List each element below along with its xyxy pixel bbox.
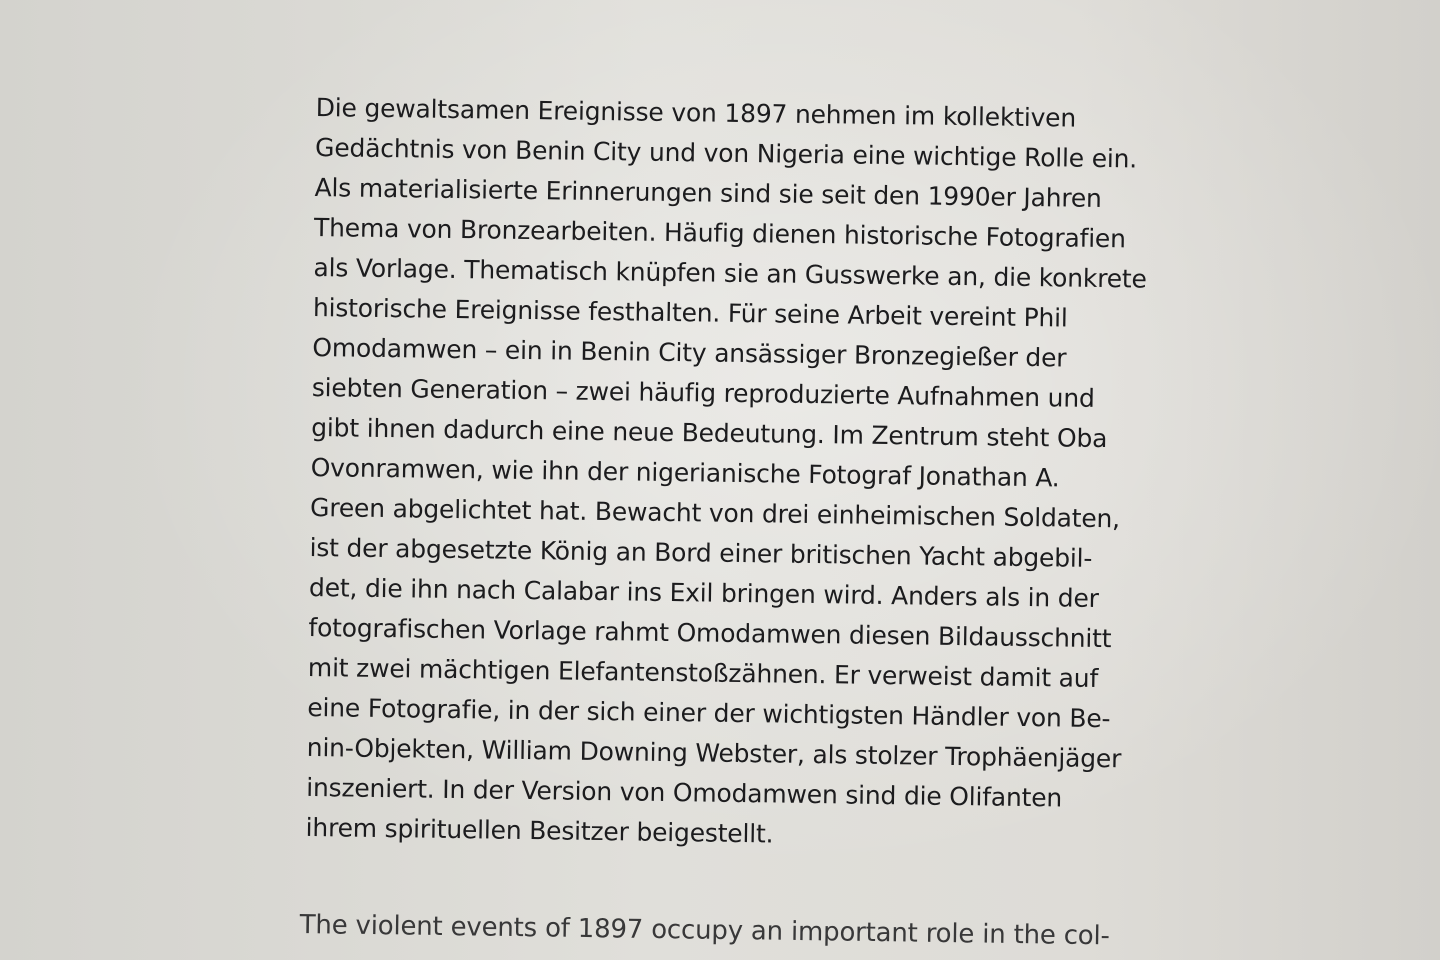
german-line: Omodamwen – ein in Benin City ansässiger Bronzegießer der — [312, 332, 1067, 373]
english-line: The violent events of 1897 occupy an important role in the col- — [299, 909, 1110, 952]
german-line: Thema von Bronzearbeiten. Häufig dienen historische Fotografien — [313, 212, 1126, 254]
german-line: historische Ereignisse festhalten. Für seine Arbeit vereint Phil — [312, 292, 1068, 333]
german-line: gibt ihnen dadurch eine neue Bedeutung. Im Zentrum steht Oba — [311, 412, 1108, 454]
german-line: ist der abgesetzte König an Bord einer britischen Yacht abgebil- — [309, 532, 1093, 573]
german-line: Die gewaltsamen Ereignisse von 1897 nehmen im kollektiven — [315, 92, 1077, 133]
english-wall-text — [299, 905, 1199, 958]
german-line: Ovonramwen, wie ihn der nigerianische Fotograf Jonathan A. — [310, 452, 1060, 493]
german-line: Gedächtnis von Benin City und von Nigeria eine wichtige Rolle ein. — [314, 132, 1138, 174]
german-line: Als materialisierte Erinnerungen sind sie seit den 1990er Jahren — [314, 172, 1102, 213]
german-line: eine Fotografie, in der sich einer der wichtigsten Händler von Be- — [307, 692, 1111, 734]
german-line: inszeniert. In der Version von Omodamwen sind die Olifanten — [306, 772, 1063, 813]
german-line: nin-Objekten, William Downing Webster, als stolzer Trophäenjäger — [306, 732, 1122, 774]
german-line: fotografischen Vorlage rahmt Omodamwen diesen Bildausschnitt — [308, 612, 1112, 654]
german-wall-text — [305, 88, 1196, 860]
german-line: als Vorlage. Thematisch knüpfen sie an Gusswerke an, die konkrete — [313, 252, 1147, 294]
german-line: mit zwei mächtigen Elefantenstoßzähnen. Er verweist damit auf — [307, 652, 1099, 693]
german-line: det, die ihn nach Calabar ins Exil bringen wird. Anders als in der — [308, 572, 1099, 613]
german-line: siebten Generation – zwei häufig reproduzierte Aufnahmen und — [311, 372, 1095, 413]
german-line: Green abgelichtet hat. Bewacht von drei einheimischen Soldaten, — [309, 492, 1121, 534]
german-line: ihrem spirituellen Besitzer beigestellt. — [305, 812, 774, 849]
